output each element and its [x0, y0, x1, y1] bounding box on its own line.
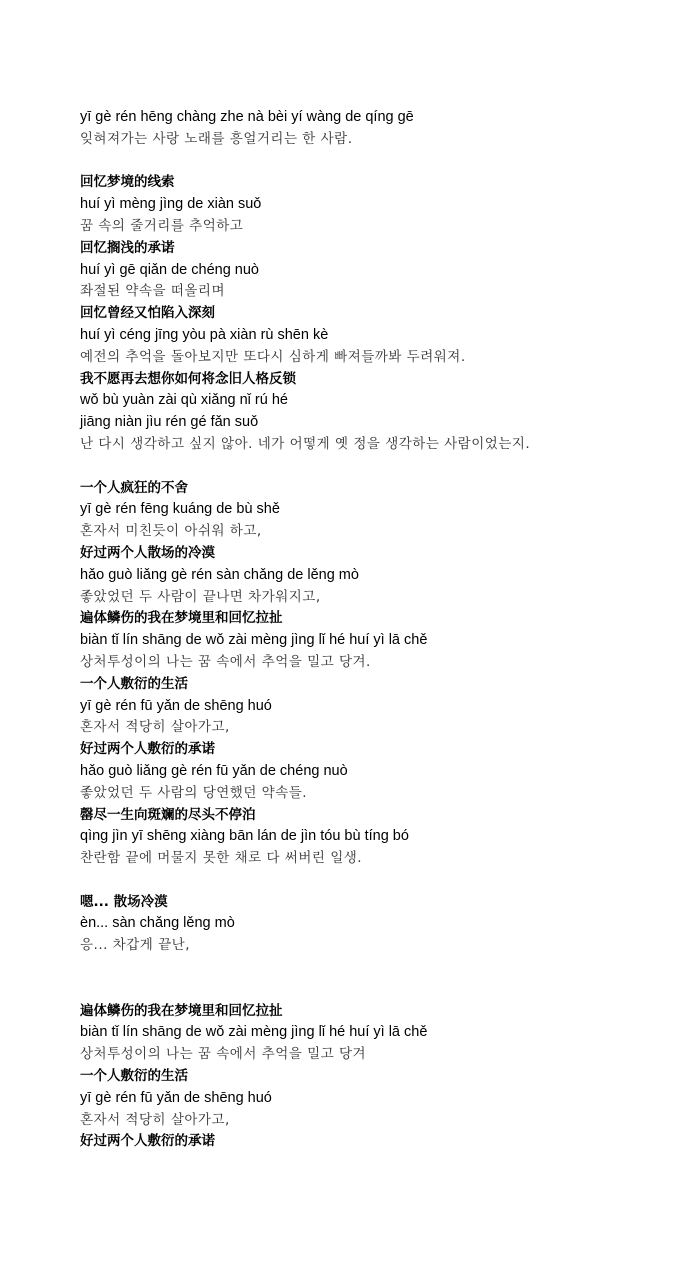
stanza-gap: [80, 957, 670, 1001]
korean-line: 잊혀져가는 사랑 노래를 흥얼거리는 한 사람.: [80, 130, 353, 147]
hanzi-line: 罄尽一生向斑斓的尽头不停泊: [80, 806, 256, 823]
hanzi-line: 一个人敷衍的生活: [80, 1068, 188, 1085]
korean-line: 좋았었던 두 사람이 끝나면 차가워지고,: [80, 588, 321, 605]
pinyin-line: huí yì mèng jìng de xiàn suǒ: [80, 196, 262, 213]
korean-line: 좌절된 약속을 떠올리며: [80, 283, 225, 300]
hanzi-line: 嗯... 散场冷漠: [80, 893, 168, 910]
stanza-gap: [80, 151, 670, 173]
pinyin-line: yī gè rén fū yǎn de shēng huó: [80, 1089, 272, 1106]
korean-line: 꿈 속의 줄거리를 추억하고: [80, 217, 244, 234]
hanzi-line: 回忆搁浅的承诺: [80, 239, 175, 256]
hanzi-line: 一个人敷衍的生活: [80, 675, 188, 692]
korean-line: 혼자서 적당히 살아가고,: [80, 1111, 230, 1128]
pinyin-line: biàn tǐ lín shāng de wǒ zài mèng jìng lǐ hé huí yì lā chě: [80, 1024, 428, 1041]
pinyin-line: jiāng niàn jìu rén gé fǎn suǒ: [80, 414, 259, 431]
pinyin-line: èn... sàn chǎng lěng mò: [80, 915, 235, 932]
hanzi-line: 回忆曾经又怕陷入深刻: [80, 305, 215, 322]
pinyin-line: wǒ bù yuàn zài qù xiǎng nǐ rú hé: [80, 392, 288, 409]
pinyin-line: huí yì céng jīng yòu pà xiàn rù shēn kè: [80, 326, 329, 343]
korean-line: 상처투성이의 나는 꿈 속에서 추억을 밀고 당겨.: [80, 653, 371, 670]
pinyin-line: yī gè rén fū yǎn de shēng huó: [80, 697, 272, 714]
korean-line: 난 다시 생각하고 싶지 않아. 네가 어떻게 옛 정을 생각하는 사람이었는지.: [80, 435, 531, 452]
pinyin-line: hǎo guò liǎng gè rén fū yǎn de chéng nuò: [80, 762, 348, 779]
stanza-intro: [80, 107, 670, 151]
korean-line: 응... 차갑게 끝난,: [80, 937, 190, 954]
hanzi-line: 好过两个人敷衍的承诺: [80, 1133, 215, 1150]
stanza-chorus-2: [80, 1001, 670, 1154]
stanza-bridge: [80, 892, 670, 957]
hanzi-line: 遍体鳞伤的我在梦境里和回忆拉扯: [80, 1002, 283, 1019]
hanzi-line: 好过两个人散场的冷漠: [80, 544, 215, 561]
hanzi-line: 回忆梦境的线索: [80, 174, 175, 191]
korean-line: 좋았었던 두 사람의 당연했던 약속들.: [80, 784, 308, 801]
pinyin-line: yī gè rén fēng kuáng de bù shě: [80, 501, 280, 518]
korean-line: 상처투성이의 나는 꿈 속에서 추억을 밀고 당겨: [80, 1046, 367, 1063]
hanzi-line: 一个人疯狂的不舍: [80, 479, 188, 496]
pinyin-line: huí yì gē qiǎn de chéng nuò: [80, 261, 259, 278]
hanzi-line: 我不愿再去想你如何将念旧人格反锁: [80, 370, 296, 387]
korean-line: 혼자서 미친듯이 아쉬워 하고,: [80, 523, 262, 540]
stanza-gap: [80, 456, 670, 478]
korean-line: 예전의 추억을 돌아보지만 또다시 심하게 빠져들까봐 두려워져.: [80, 348, 466, 365]
pinyin-line: yī gè rén hēng chàng zhe nà bèi yí wàng de qíng gē: [80, 109, 414, 125]
korean-line: 찬란함 끝에 머물지 못한 채로 다 써버린 일생.: [80, 850, 363, 867]
pinyin-line: hǎo guò liǎng gè rén sàn chǎng de lěng mò: [80, 566, 359, 583]
pinyin-line: qìng jìn yī shēng xiàng bān lán de jìn tóu bù tíng bó: [80, 828, 409, 845]
hanzi-line: 好过两个人敷衍的承诺: [80, 741, 215, 758]
stanza-verse-1: [80, 172, 670, 455]
korean-line: 혼자서 적당히 살아가고,: [80, 719, 230, 736]
stanza-gap: [80, 870, 670, 892]
lyrics-document: [80, 107, 670, 1153]
stanza-chorus-1: [80, 478, 670, 870]
hanzi-line: 遍体鳞伤的我在梦境里和回忆拉扯: [80, 610, 283, 627]
pinyin-line: biàn tǐ lín shāng de wǒ zài mèng jìng lǐ hé huí yì lā chě: [80, 632, 428, 649]
